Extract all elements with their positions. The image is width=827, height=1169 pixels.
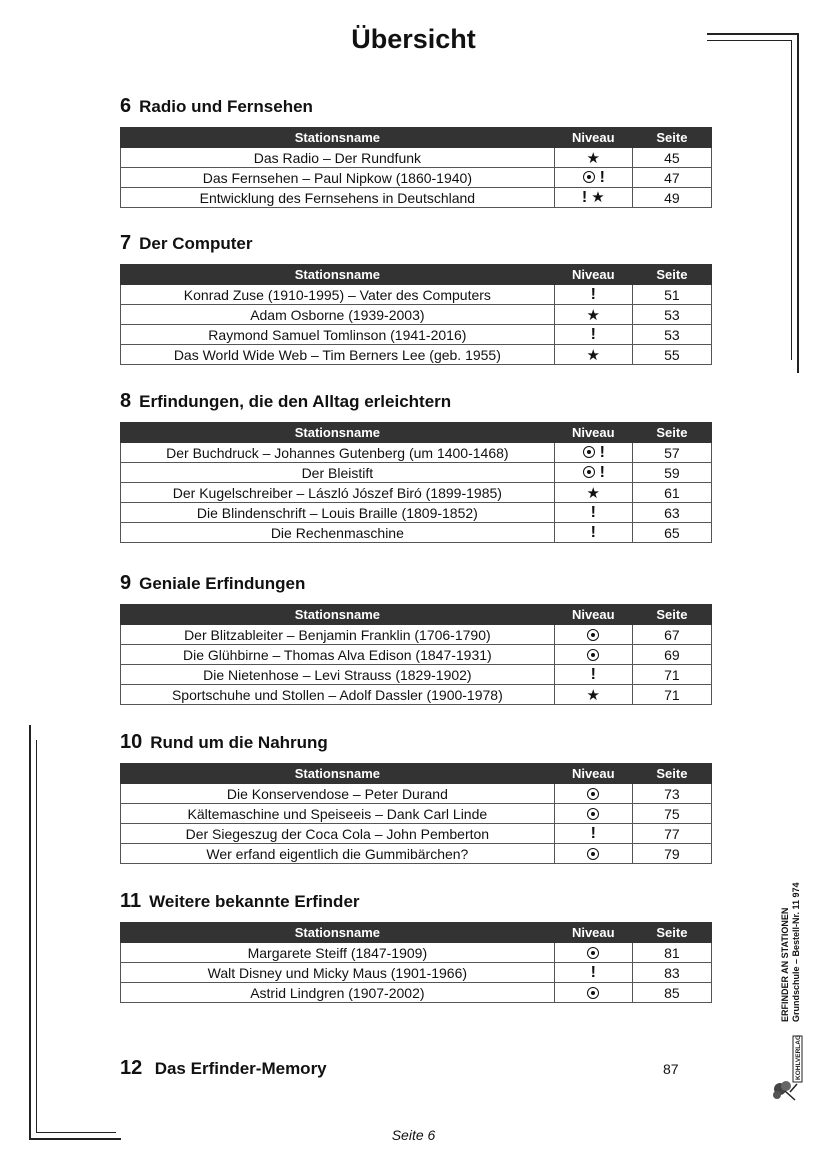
table-row [121,963,712,983]
table-row [121,685,712,705]
exclamation-icon: ! [590,503,596,521]
header-niveau: Niveau [554,265,632,285]
station-name: Raymond Samuel Tomlinson (1941-2016) [121,325,555,345]
star-icon: ★ [586,346,600,364]
station-level [554,503,632,523]
frame-top-right-v2 [791,40,792,360]
station-page: 65 [632,523,711,543]
station-name: Walt Disney und Micky Maus (1901-1966) [121,963,555,983]
station-table [120,127,712,208]
station-level [554,983,632,1003]
station-page: 71 [632,665,711,685]
table-row [121,645,712,665]
station-level [554,625,632,645]
star-icon: ★ [586,149,600,167]
exclamation-icon: ! [599,463,605,481]
station-level [554,483,632,503]
station-page: 51 [632,285,711,305]
star-icon: ★ [586,686,600,704]
station-page: 49 [632,188,711,208]
table-row [121,443,712,463]
station-level [554,168,632,188]
header-seite: Seite [632,128,711,148]
header-niveau: Niveau [554,923,632,943]
table-header-row [121,265,712,285]
frame-bottom-left-v2 [36,740,37,1133]
station-name: Die Blindenschrift – Louis Braille (1809-1852) [121,503,555,523]
station-table [120,763,712,864]
section-number: 9 [120,572,132,594]
circle-dot-icon [583,446,595,458]
header-niveau: Niveau [554,764,632,784]
section-heading [120,572,712,598]
station-level [554,463,632,483]
station-name: Astrid Lindgren (1907-2002) [121,983,555,1003]
side-line-2: Grundschule – Bestell-Nr. 11 974 [791,882,801,1022]
station-page: 71 [632,685,711,705]
section-title: Weitere bekannte Erfinder [149,892,360,911]
table-row [121,523,712,543]
frame-bottom-left-v1 [29,725,31,1140]
station-level [554,325,632,345]
station-level [554,148,632,168]
station-page: 57 [632,443,711,463]
memory-page: 87 [663,1061,679,1077]
station-level [554,784,632,804]
section-memory [120,1057,712,1080]
header-seite: Seite [632,265,711,285]
table-row [121,784,712,804]
station-level [554,188,632,208]
table-row [121,305,712,325]
station-page: 85 [632,983,711,1003]
exclamation-icon: ! [590,285,596,303]
table-row [121,943,712,963]
station-name: Entwicklung des Fernsehens in Deutschland [121,188,555,208]
memory-title: Das Erfinder-Memory [154,1059,327,1078]
section-11 [120,890,712,1003]
header-seite: Seite [632,764,711,784]
circle-dot-icon [583,171,595,183]
section-number: 7 [120,232,132,254]
side-line-1: ERFINDER AN STATIONEN [780,907,790,1022]
circle-dot-icon [587,629,599,641]
table-row [121,824,712,844]
header-stationsname: Stationsname [121,265,555,285]
header-stationsname: Stationsname [121,923,555,943]
table-row [121,463,712,483]
station-level [554,943,632,963]
section-heading [120,890,712,916]
section-title: Radio und Fernsehen [139,97,313,116]
circle-dot-icon [583,466,595,478]
page-title: Übersicht [351,24,476,54]
table-row [121,168,712,188]
station-name: Der Bleistift [121,463,555,483]
section-title: Erfindungen, die den Alltag erleichtern [139,392,452,411]
station-name: Der Kugelschreiber – László Jószef Biró (1899-1985) [121,483,555,503]
station-level [554,685,632,705]
table-row [121,983,712,1003]
section-heading [120,390,712,416]
station-page: 73 [632,784,711,804]
table-row [121,483,712,503]
section-number: 11 [120,890,142,912]
section-title: Geniale Erfindungen [139,574,306,593]
station-name: Die Nietenhose – Levi Strauss (1829-1902) [121,665,555,685]
station-table [120,604,712,705]
station-name: Die Konservendose – Peter Durand [121,784,555,804]
star-icon: ★ [586,306,600,324]
station-level [554,285,632,305]
exclamation-icon: ! [590,665,596,683]
table-row [121,325,712,345]
table-header-row [121,923,712,943]
station-level [554,824,632,844]
table-header-row [121,605,712,625]
frame-top-right-h1 [707,33,799,35]
circle-dot-icon [587,808,599,820]
station-table [120,922,712,1003]
station-page: 45 [632,148,711,168]
station-page: 67 [632,625,711,645]
station-name: Der Blitzableiter – Benjamin Franklin (1706-1790) [121,625,555,645]
section-number: 10 [120,731,143,753]
station-page: 79 [632,844,711,864]
circle-dot-icon [587,848,599,860]
table-row [121,844,712,864]
star-icon: ★ [586,484,600,502]
station-name: Der Buchdruck – Johannes Gutenberg (um 1400-1468) [121,443,555,463]
table-row [121,285,712,305]
table-row [121,625,712,645]
table-header-row [121,423,712,443]
station-page: 59 [632,463,711,483]
exclamation-icon: ! [590,824,596,842]
header-stationsname: Stationsname [121,128,555,148]
table-row [121,665,712,685]
station-name: Die Rechenmaschine [121,523,555,543]
header-seite: Seite [632,423,711,443]
station-level [554,443,632,463]
station-level [554,345,632,365]
station-name: Adam Osborne (1939-2003) [121,305,555,325]
frame-top-right-h2 [707,40,792,41]
section-number: 8 [120,390,132,412]
station-name: Kältemaschine und Speiseeis – Dank Carl Linde [121,804,555,824]
station-level [554,645,632,665]
section-title: Der Computer [139,234,253,253]
section-9 [120,572,712,705]
circle-dot-icon [587,947,599,959]
section-8 [120,390,712,543]
station-page: 55 [632,345,711,365]
station-page: 83 [632,963,711,983]
section-title: Rund um die Nahrung [150,733,328,752]
station-level [554,844,632,864]
publisher-logo [771,1034,803,1102]
station-page: 47 [632,168,711,188]
table-header-row [121,128,712,148]
section-heading [120,731,712,757]
section-7 [120,232,712,365]
header-stationsname: Stationsname [121,764,555,784]
table-header-row [121,764,712,784]
table-row [121,345,712,365]
header-niveau: Niveau [554,605,632,625]
station-level [554,305,632,325]
table-row [121,148,712,168]
station-name: Die Glühbirne – Thomas Alva Edison (1847-1931) [121,645,555,665]
star-icon: ★ [591,189,605,206]
page-footer: Seite 6 [391,1127,436,1143]
section-6 [120,95,712,208]
station-name: Das World Wide Web – Tim Berners Lee (geb. 1955) [121,345,555,365]
header-niveau: Niveau [554,128,632,148]
station-page: 77 [632,824,711,844]
station-page: 81 [632,943,711,963]
exclamation-icon: ! [599,443,605,461]
station-page: 69 [632,645,711,665]
frame-top-right-v1 [797,33,799,373]
header-stationsname: Stationsname [121,605,555,625]
station-page: 53 [632,325,711,345]
station-level [554,963,632,983]
publisher-logo-label: KOHLVERLAG [795,1034,802,1080]
memory-number: 12 [120,1057,143,1079]
station-name: Sportschuhe und Stollen – Adolf Dassler (1900-1978) [121,685,555,705]
station-name: Das Fernsehen – Paul Nipkow (1860-1940) [121,168,555,188]
exclamation-icon: ! [590,325,596,343]
station-level [554,665,632,685]
station-level [554,804,632,824]
header-stationsname: Stationsname [121,423,555,443]
section-number: 6 [120,95,132,117]
table-row [121,188,712,208]
header-seite: Seite [632,605,711,625]
circle-dot-icon [587,987,599,999]
station-name: Margarete Steiff (1847-1909) [121,943,555,963]
table-row [121,503,712,523]
exclamation-icon: ! [599,168,605,186]
station-table [120,422,712,543]
station-table [120,264,712,365]
station-name: Konrad Zuse (1910-1995) – Vater des Computers [121,285,555,305]
station-page: 61 [632,483,711,503]
station-level [554,523,632,543]
section-heading [120,232,712,258]
circle-dot-icon [587,649,599,661]
exclamation-icon: ! [590,963,596,981]
exclamation-icon: ! [581,189,588,206]
exclamation-icon: ! [590,523,596,541]
section-heading [120,95,712,121]
table-row [121,804,712,824]
header-niveau: Niveau [554,423,632,443]
station-page: 63 [632,503,711,523]
station-page: 75 [632,804,711,824]
station-name: Wer erfand eigentlich die Gummibärchen? [121,844,555,864]
circle-dot-icon [587,788,599,800]
station-page: 53 [632,305,711,325]
header-seite: Seite [632,923,711,943]
station-name: Das Radio – Der Rundfunk [121,148,555,168]
station-name: Der Siegeszug der Coca Cola – John Pemberton [121,824,555,844]
section-10 [120,731,712,864]
publisher-side-text [780,882,802,1022]
